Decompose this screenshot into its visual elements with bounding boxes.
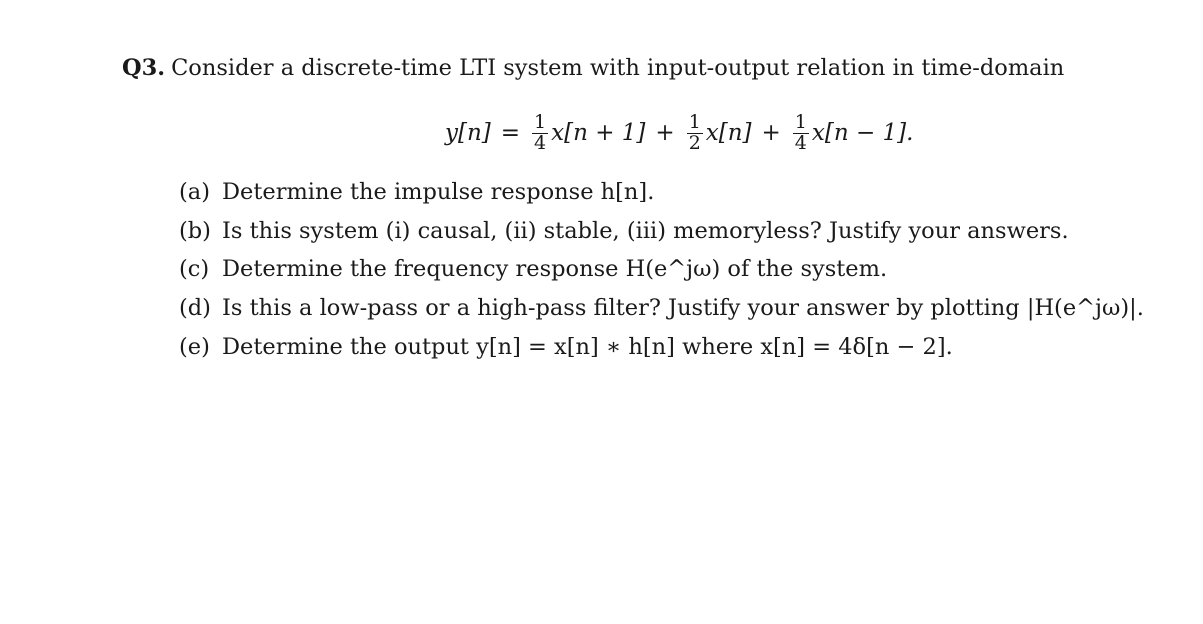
fraction-denominator: 4: [794, 131, 807, 154]
sub-question-label: (b): [179, 217, 211, 244]
fraction-numerator: 1: [534, 110, 547, 133]
question-header: [122, 55, 1064, 81]
question-number: Q3.: [122, 55, 166, 81]
term-2-signal: x[n]: [705, 120, 752, 146]
question-intro: Consider a discrete-time LTI system with input-output relation in time-domain: [171, 55, 1065, 81]
fraction-denominator: 4: [534, 131, 547, 154]
term-3-signal: x[n − 1].: [811, 120, 914, 146]
sub-question: [179, 291, 1144, 330]
term-1-signal: x[n + 1]: [551, 120, 646, 146]
sub-question-text: Is this a low-pass or a high-pass filter? Justify your answer by plotting |H(e^jω)|.: [222, 295, 1144, 322]
sub-question-text: Determine the output y[n] = x[n] ∗ h[n] where x[n] = 4δ[n − 2].: [222, 333, 953, 360]
sub-question-text: Is this system (i) causal, (ii) stable, (iii) memoryless? Justify your answers.: [222, 217, 1069, 244]
term-1-operator: +: [655, 120, 675, 146]
sub-question: [179, 330, 1144, 369]
equation-equals: =: [500, 120, 521, 146]
sub-question-label: (d): [179, 295, 211, 322]
sub-question-label: (c): [179, 256, 210, 283]
sub-question: [179, 252, 1144, 291]
fraction-term-3: [793, 110, 809, 154]
sub-question-text: Determine the frequency response H(e^jω) of the system.: [222, 256, 888, 283]
fraction-denominator: 2: [688, 131, 701, 154]
fraction-numerator: 1: [794, 110, 807, 133]
sub-question-label: (e): [179, 333, 210, 360]
sub-question-label: (a): [179, 179, 210, 205]
fraction-term-1: [532, 110, 548, 154]
fraction-term-2: [687, 110, 703, 154]
sub-question: [179, 214, 1144, 253]
sub-question-text: Determine the impulse response h[n].: [222, 179, 655, 205]
equation-lhs: y[n]: [445, 120, 491, 146]
fraction-numerator: 1: [688, 110, 701, 133]
sub-question: [179, 175, 1144, 214]
sub-question-list: [179, 175, 1144, 368]
difference-equation: [445, 101, 913, 165]
term-2-operator: +: [761, 120, 781, 146]
